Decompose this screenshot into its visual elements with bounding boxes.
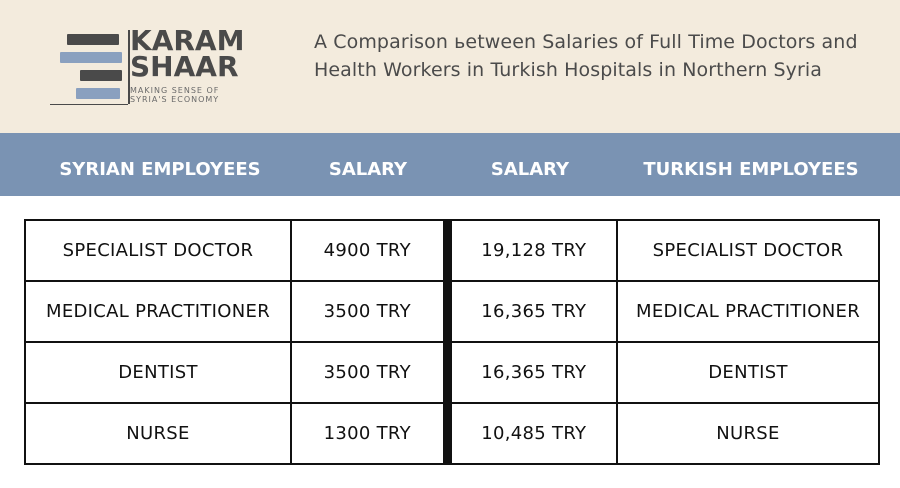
- logo-name-line2: SHAAR: [130, 50, 239, 83]
- logo-bar-icon: [80, 70, 122, 81]
- syrian-role-cell: MEDICAL PRACTITIONER: [25, 281, 291, 342]
- column-header-turkish-employees: TURKISH EMPLOYEES: [643, 159, 859, 180]
- table-row: [25, 403, 879, 464]
- column-header-bar: [0, 133, 900, 196]
- logo-name-line1: KARAM: [130, 24, 245, 57]
- column-header-turkish-salary: SALARY: [490, 159, 570, 180]
- header-banner: [0, 0, 900, 133]
- turkish-role-cell: MEDICAL PRACTITIONER: [617, 281, 879, 342]
- turkish-role-cell: NURSE: [617, 403, 879, 464]
- syrian-salary-cell: 3500 TRY: [291, 342, 447, 403]
- logo-bar-icon: [60, 52, 122, 63]
- logo-tagline: [130, 86, 219, 104]
- syrian-salary-cell: 1300 TRY: [291, 403, 447, 464]
- table-row: [25, 342, 879, 403]
- syrian-role-cell: SPECIALIST DOCTOR: [25, 220, 291, 281]
- syrian-role-cell: NURSE: [25, 403, 291, 464]
- logo-bar-icon: [67, 34, 119, 45]
- column-header-syrian-employees: SYRIAN EMPLOYEES: [59, 159, 261, 180]
- karam-shaar-logo: [50, 24, 265, 110]
- logo-underline: [50, 104, 128, 105]
- syrian-salary-cell: 4900 TRY: [291, 220, 447, 281]
- logo-tagline-line2: SYRIA'S ECONOMY: [130, 95, 220, 104]
- turkish-salary-cell: 19,128 TRY: [447, 220, 617, 281]
- turkish-salary-cell: 10,485 TRY: [447, 403, 617, 464]
- logo-bar-icon: [76, 88, 120, 99]
- turkish-salary-cell: 16,365 TRY: [447, 281, 617, 342]
- logo-name: [130, 24, 245, 83]
- salary-comparison-table: [24, 219, 880, 465]
- page-title: A Comparison ьetween Salaries of Full Time Doctors and Health Workers in Turkish Hospitals in Northern Syria: [314, 31, 858, 81]
- column-header-syrian-salary: SALARY: [328, 159, 408, 180]
- table-row: [25, 220, 879, 281]
- turkish-role-cell: SPECIALIST DOCTOR: [617, 220, 879, 281]
- turkish-role-cell: DENTIST: [617, 342, 879, 403]
- turkish-salary-cell: 16,365 TRY: [447, 342, 617, 403]
- table-row: [25, 281, 879, 342]
- syrian-salary-cell: 3500 TRY: [291, 281, 447, 342]
- syrian-role-cell: DENTIST: [25, 342, 291, 403]
- logo-tagline-line1: MAKING SENSE OF: [130, 86, 220, 95]
